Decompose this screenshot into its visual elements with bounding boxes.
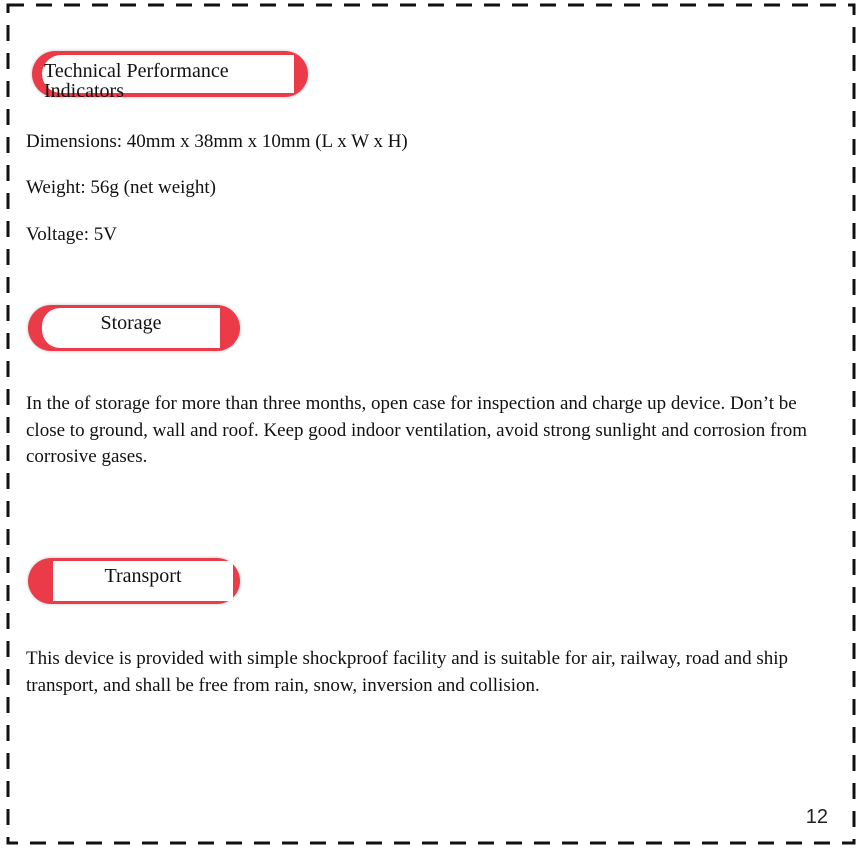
weight-line: Weight: 56g (net weight) (26, 177, 217, 198)
storage-heading-pill (28, 305, 240, 351)
voltage-line: Voltage: 5V (26, 224, 117, 245)
page-number: 12 (805, 806, 828, 828)
transport-heading-pill (28, 558, 240, 604)
dimensions-line: Dimensions: 40mm x 38mm x 10mm (L x W x H) (26, 131, 408, 152)
storage-paragraph: In the of storage for more than three months, open case for inspection and charge up device. Don’t be close to ground, wall and roof. Keep good indoor ventilation, avoid strong sunlight and corrosion from corrosive gases. (26, 393, 807, 467)
transport-paragraph: This device is provided with simple shockproof facility and is suitable for air, railway, road and ship transport, and shall be free from rain, snow, inversion and collision. (26, 648, 789, 696)
storage-heading: Storage (42, 308, 220, 348)
technical-heading: Technical Performance Indicators (42, 55, 294, 93)
transport-heading: Transport (53, 561, 233, 601)
technical-heading-pill (32, 51, 308, 102)
